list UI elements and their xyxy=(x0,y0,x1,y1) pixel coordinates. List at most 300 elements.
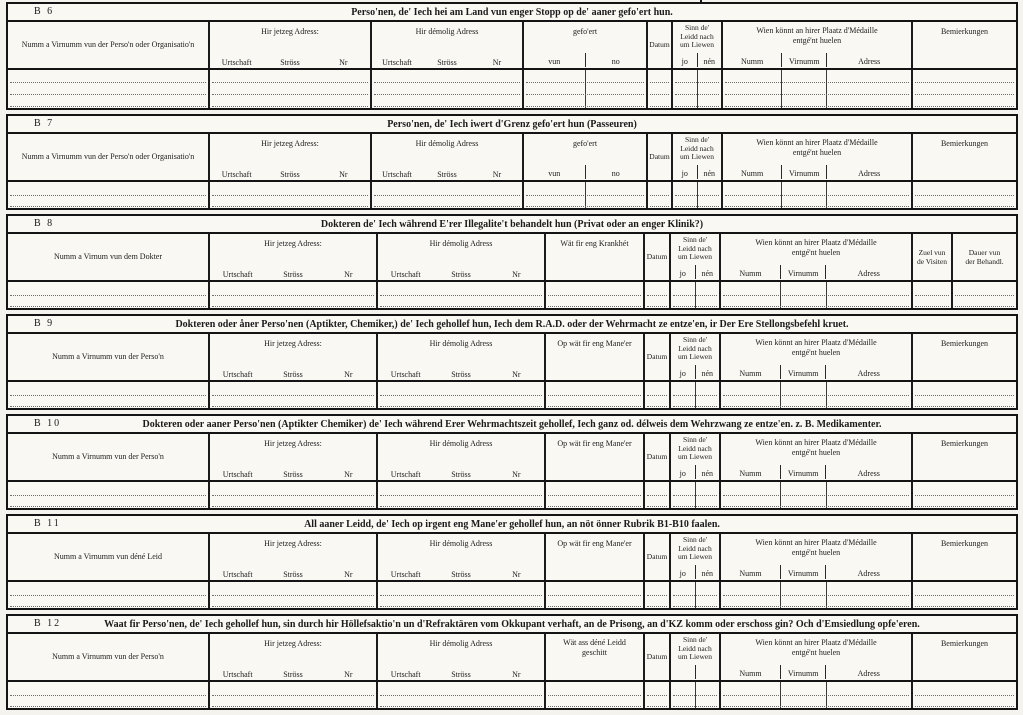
stross-label: Ströss xyxy=(283,470,303,479)
divider-line xyxy=(695,282,696,308)
urtschaft-label: Urtschaft xyxy=(382,170,412,179)
current-address-label: Hir jetzeg Adress: xyxy=(264,239,322,248)
section-title: Waat fir Perso'nen, de' Iech gehollef hun, sin durch hir Höllefsaktio'n un d'Refraktären vom Okkupant verhaft, an de Prisong, an d'KZ komm oder erschoss gin? Och d'Emsiedlung opfe'eren. xyxy=(104,618,920,630)
stross-label: Ströss xyxy=(437,170,457,179)
section-b9 xyxy=(6,314,1018,410)
header-manner-column xyxy=(546,334,645,380)
visits-label-line2: de Visiten xyxy=(916,257,948,266)
fill-cell-former-address xyxy=(372,182,524,208)
nr-label: Nr xyxy=(344,670,353,679)
jo-label: jo xyxy=(681,57,688,66)
urtschaft-label: Urtschaft xyxy=(390,370,421,379)
yes-no-sublabels xyxy=(673,53,721,68)
section-id: B 10 xyxy=(34,418,62,429)
yes-no-sublabels xyxy=(671,265,719,280)
vun-label: vun xyxy=(548,169,561,178)
stross-label: Ströss xyxy=(451,470,471,479)
urtschaft-label: Urtschaft xyxy=(222,570,253,579)
fill-cell-alive xyxy=(671,682,721,708)
section-b7-header xyxy=(8,134,1016,182)
alive-label xyxy=(671,334,719,365)
fill-cell-medal-recipient xyxy=(721,682,913,708)
jo-label: jo xyxy=(679,369,686,378)
fill-cell-name xyxy=(8,382,210,408)
address-sublabels xyxy=(378,465,544,480)
current-address-label: Hir jetzeg Adress: xyxy=(264,439,322,448)
fill-cell-remarks xyxy=(913,682,1016,708)
section-id: B 12 xyxy=(34,618,62,629)
stross-label: Ströss xyxy=(283,670,303,679)
visits-label-line1: Zuel vun xyxy=(918,248,946,257)
address-sublabels xyxy=(210,365,376,380)
address-sublabels xyxy=(210,165,370,180)
alive-label xyxy=(673,22,721,53)
medal-label-line1: Wien könnt an hirer Plaatz d'Médaille xyxy=(755,438,877,447)
yes-no-sublabels xyxy=(671,465,719,480)
nr-label: Nr xyxy=(344,570,353,579)
divider-line xyxy=(826,382,827,408)
name-column-label: Numm a Virnumm vun der Perso'n xyxy=(52,452,164,461)
fill-cell-medal-recipient xyxy=(721,382,913,408)
section-id: B 8 xyxy=(34,218,55,229)
from-to-sublabels xyxy=(524,165,646,180)
section-b11-header xyxy=(8,534,1016,582)
former-address-label: Hir démolig Adress xyxy=(415,27,479,36)
header-medal-recipient-column xyxy=(721,634,913,680)
alive-label-line3: um Liewen xyxy=(678,352,712,361)
medal-label-line2: entgé'nt huelen xyxy=(791,448,841,457)
jo-label xyxy=(671,665,695,679)
visits-label xyxy=(913,234,951,280)
header-name-column xyxy=(8,434,210,480)
adress-label: Adress xyxy=(825,565,911,579)
transported-label: gefo'ert xyxy=(572,27,598,36)
fill-cell-date xyxy=(645,282,671,308)
divider-line xyxy=(780,582,781,608)
current-address-label: Hir jetzeg Adress: xyxy=(264,639,322,648)
section-b12-fill-area xyxy=(8,682,1016,708)
divider-line xyxy=(585,182,586,208)
yes-no-sublabels xyxy=(673,165,721,180)
header-date-column xyxy=(645,534,671,580)
no-label: no xyxy=(585,53,647,67)
section-b8-fill-area xyxy=(8,282,1016,308)
medal-recipient-label xyxy=(723,134,911,165)
fill-cell-date xyxy=(645,382,671,408)
header-remarks-column xyxy=(913,334,1016,380)
address-sublabels xyxy=(210,565,376,580)
date-label: Datum xyxy=(646,352,668,361)
dotted-line xyxy=(374,106,520,107)
divider-line xyxy=(695,682,696,708)
medal-recipient-sublabels xyxy=(721,565,911,580)
nr-label: Nr xyxy=(339,170,348,179)
header-remarks-column xyxy=(913,534,1016,580)
section-b10 xyxy=(6,414,1018,510)
fill-cell-current-address xyxy=(210,382,378,408)
divider-line xyxy=(826,682,827,708)
alive-label-line3: um Liewen xyxy=(678,552,712,561)
divider-line xyxy=(697,70,698,108)
virnumm-label: Virnumm xyxy=(780,465,826,479)
former-address-label: Hir démolig Adress xyxy=(429,639,493,648)
divider-line xyxy=(826,582,827,608)
header-current-address-column xyxy=(210,434,378,480)
section-title: Perso'nen, de' Iech iwert d'Grenz gefo'ert hun (Passeuren) xyxy=(387,118,637,130)
medal-recipient-label xyxy=(721,334,911,365)
section-id: B 11 xyxy=(34,518,61,529)
urtschaft-label: Urtschaft xyxy=(222,370,253,379)
name-column-label: Numm a Virnumm vun der Perso'n oder Organisatio'n xyxy=(21,152,195,161)
header-date-column xyxy=(645,434,671,480)
fill-cell-remarks xyxy=(913,382,1016,408)
header-fate-column xyxy=(546,634,645,680)
header-illness-column xyxy=(546,234,645,280)
dotted-line xyxy=(675,106,719,107)
medal-recipient-label xyxy=(721,534,911,565)
divider-line xyxy=(826,182,827,208)
address-sublabels xyxy=(378,565,544,580)
stross-label: Ströss xyxy=(280,58,300,67)
divider-line xyxy=(780,482,781,508)
date-label: Datum xyxy=(646,552,668,561)
virnumm-label: Virnumm xyxy=(780,365,826,379)
adress-label: Adress xyxy=(825,265,911,279)
header-name-column xyxy=(8,534,210,580)
divider-line xyxy=(697,182,698,208)
alive-label-line2: Leidd nach xyxy=(678,643,712,653)
header-former-address-column xyxy=(378,334,546,380)
urtschaft-label: Urtschaft xyxy=(382,58,412,67)
duration-label-line1: Dauer vun xyxy=(968,248,1001,257)
medal-label-line1: Wien könnt an hirer Plaatz d'Médaille xyxy=(756,138,878,147)
header-former-address-column xyxy=(372,134,524,180)
fill-cell-name xyxy=(8,182,210,208)
header-alive-column xyxy=(671,634,721,680)
fill-cell-manner xyxy=(546,582,645,608)
header-alive-column xyxy=(673,134,723,180)
fill-cell-name xyxy=(8,282,210,308)
section-b11 xyxy=(6,514,1018,610)
vun-label: vun xyxy=(548,57,561,66)
section-b8-title-row xyxy=(8,216,1016,234)
section-b12 xyxy=(6,614,1018,710)
date-label: Datum xyxy=(646,252,668,261)
fill-cell-medal-recipient xyxy=(723,70,913,108)
nen-label: nén xyxy=(697,53,722,67)
medal-recipient-sublabels xyxy=(721,665,911,680)
remarks-label: Bemierkungen xyxy=(940,639,989,648)
section-b6-header xyxy=(8,22,1016,70)
section-title: Perso'nen, de' Iech hei am Land vun enger Stopp op de' aaner gefo'ert hun. xyxy=(351,6,673,18)
fill-cell-name xyxy=(8,582,210,608)
remarks-label: Bemierkungen xyxy=(940,27,989,36)
adress-label: Adress xyxy=(826,165,911,179)
alive-label xyxy=(671,234,719,265)
fill-cell-remarks xyxy=(913,70,1016,108)
fate-label xyxy=(546,634,643,680)
divider-line xyxy=(695,482,696,508)
header-current-address-column xyxy=(210,534,378,580)
stross-label: Ströss xyxy=(283,370,303,379)
illness-label: Wät fir eng Krankhét xyxy=(560,239,629,248)
fill-cell-current-address xyxy=(210,182,372,208)
urtschaft-label: Urtschaft xyxy=(222,470,253,479)
date-label: Datum xyxy=(649,40,670,49)
nr-label: Nr xyxy=(492,58,502,67)
alive-label xyxy=(673,134,721,165)
alive-label-line3: um Liewen xyxy=(678,252,712,261)
stross-label: Ströss xyxy=(451,670,471,679)
section-b8-header xyxy=(8,234,1016,282)
header-former-address-column xyxy=(378,534,546,580)
urtschaft-label: Urtschaft xyxy=(222,270,253,279)
stross-label: Ströss xyxy=(451,270,471,279)
address-sublabels xyxy=(372,165,522,180)
medal-recipient-label xyxy=(721,634,911,665)
nr-label: Nr xyxy=(492,170,502,179)
current-address-label: Hir jetzeg Adress: xyxy=(261,139,319,148)
section-b7-title-row xyxy=(8,116,1016,134)
jo-label: jo xyxy=(679,469,686,478)
header-date-column xyxy=(648,22,673,68)
header-remarks-column xyxy=(913,22,1016,68)
numm-label: Numm xyxy=(739,669,762,678)
divider-line xyxy=(826,482,827,508)
header-date-column xyxy=(648,134,673,180)
urtschaft-label: Urtschaft xyxy=(390,570,421,579)
section-b6 xyxy=(6,2,1018,110)
dotted-line xyxy=(725,106,909,107)
header-current-address-column xyxy=(210,22,372,68)
alive-label-line3: um Liewen xyxy=(680,152,714,161)
fate-label-line2: geschitt xyxy=(582,648,607,657)
address-sublabels xyxy=(378,365,544,380)
jo-label: jo xyxy=(679,269,686,278)
medal-recipient-label xyxy=(721,234,911,265)
nen-label: nén xyxy=(695,465,720,479)
jo-label: jo xyxy=(681,169,688,178)
section-title: Dokteren oder aaner Perso'nen (Aptikter Chemiker) de' Iech während Erer Wehrmachtszeit gehollef, Iech ganz od. délweis dem Wehrzwang ze entze'en. z. B. Medikamenter. xyxy=(142,418,882,430)
alive-label-line1: Sinn de' xyxy=(682,435,708,444)
name-column-label: Numm a Virnumm vun der Perso'n xyxy=(52,352,164,361)
section-b9-fill-area xyxy=(8,382,1016,408)
alive-label-line2: Leidd nach xyxy=(678,343,712,353)
virnumm-label: Virnumm xyxy=(780,265,826,279)
header-date-column xyxy=(645,334,671,380)
medal-recipient-sublabels xyxy=(721,265,911,280)
virnumm-label: Virnumm xyxy=(781,53,826,67)
nr-label: Nr xyxy=(512,570,521,579)
alive-label-line2: Leidd nach xyxy=(680,31,714,41)
section-title: All aaner Leidd, de' Iech op irgent eng Mane'er gehollef hun, an nöt önner Rubrik B1-B10 faalen. xyxy=(304,518,720,530)
divider-line xyxy=(781,182,782,208)
header-duration-column xyxy=(953,234,1016,280)
medal-label-line1: Wien könnt an hirer Plaatz d'Médaille xyxy=(755,638,877,647)
fill-cell-former-address xyxy=(378,482,546,508)
header-name-column xyxy=(8,634,210,680)
urtschaft-label: Urtschaft xyxy=(221,58,252,67)
header-medal-recipient-column xyxy=(721,434,913,480)
date-label: Datum xyxy=(646,452,668,461)
manner-label: Op wät fir eng Mane'er xyxy=(557,439,632,448)
section-b7-fill-area xyxy=(8,182,1016,208)
stross-label: Ströss xyxy=(451,370,471,379)
dotted-line xyxy=(915,106,1014,107)
remarks-label: Bemierkungen xyxy=(940,539,989,548)
nr-label: Nr xyxy=(512,270,521,279)
alive-label-line3: um Liewen xyxy=(680,40,714,49)
alive-label xyxy=(671,634,719,665)
fill-cell-duration xyxy=(953,282,1016,308)
adress-label: Adress xyxy=(825,465,911,479)
divider-line xyxy=(780,282,781,308)
yes-no-sublabels xyxy=(671,665,719,680)
duration-label xyxy=(953,234,1016,280)
divider-line xyxy=(695,382,696,408)
fate-label-line1: Wät ass déné Leidd xyxy=(563,638,626,647)
transported-label: gefo'ert xyxy=(572,139,598,148)
header-current-address-column xyxy=(210,634,378,680)
current-address-label: Hir jetzeg Adress: xyxy=(264,339,322,348)
section-title: Dokteren oder åner Perso'nen (Aptikter, Chemiker,) de' Iech gehollef hun, Iech dem R.A.D. oder der Wehrmacht ze entze'en, ir Der Ere Stellongsbefehl kruet. xyxy=(175,318,849,330)
fill-cell-current-address xyxy=(210,582,378,608)
current-address-label: Hir jetzeg Adress: xyxy=(261,27,319,36)
fill-cell-alive xyxy=(671,482,721,508)
divider-line xyxy=(781,70,782,108)
former-address-label: Hir démolig Adress xyxy=(429,339,493,348)
fill-cell-date xyxy=(648,182,673,208)
medal-recipient-label xyxy=(723,22,911,53)
header-alive-column xyxy=(671,234,721,280)
fill-cell-current-address xyxy=(210,70,372,108)
header-alive-column xyxy=(673,22,723,68)
former-address-label: Hir démolig Adress xyxy=(429,539,493,548)
section-id: B 9 xyxy=(34,318,55,329)
header-medal-recipient-column xyxy=(721,534,913,580)
urtschaft-label: Urtschaft xyxy=(221,170,252,179)
fill-cell-visits xyxy=(913,282,953,308)
section-b9-header xyxy=(8,334,1016,382)
header-date-column xyxy=(645,234,671,280)
adress-label: Adress xyxy=(825,665,911,679)
alive-label-line1: Sinn de' xyxy=(682,335,708,344)
address-sublabels xyxy=(210,665,376,680)
remarks-label: Bemierkungen xyxy=(940,439,989,448)
medal-label-line2: entgé'nt huelen xyxy=(791,548,841,557)
fill-cell-date xyxy=(645,582,671,608)
section-b11-fill-area xyxy=(8,582,1016,608)
manner-label: Op wät fir eng Mane'er xyxy=(557,539,632,548)
nr-label: Nr xyxy=(344,470,353,479)
remarks-label: Bemierkungen xyxy=(940,339,989,348)
header-medal-recipient-column xyxy=(723,22,913,68)
nr-label: Nr xyxy=(512,670,521,679)
fill-cell-manner xyxy=(546,482,645,508)
numm-label: Numm xyxy=(741,169,764,178)
medal-label-line2: entgé'nt huelen xyxy=(791,348,841,357)
medal-label-line2: entgé'nt huelen xyxy=(791,648,841,657)
address-sublabels xyxy=(210,53,370,68)
stross-label: Ströss xyxy=(280,170,300,179)
urtschaft-label: Urtschaft xyxy=(222,670,253,679)
nen-label xyxy=(695,665,720,679)
fill-cell-alive xyxy=(671,282,721,308)
fill-cell-medal-recipient xyxy=(723,182,913,208)
section-id: B 7 xyxy=(34,118,55,129)
alive-label-line1: Sinn de' xyxy=(682,535,708,544)
alive-label-line3: um Liewen xyxy=(678,452,712,461)
header-alive-column xyxy=(671,334,721,380)
fill-cell-remarks xyxy=(913,582,1016,608)
nr-label: Nr xyxy=(344,270,353,279)
alive-label-line1: Sinn de' xyxy=(682,235,708,244)
stross-label: Ströss xyxy=(437,58,457,67)
fill-cell-name xyxy=(8,482,210,508)
duration-label-line2: der Behandl. xyxy=(965,257,1004,266)
divider-line xyxy=(585,70,586,108)
medal-recipient-label xyxy=(721,434,911,465)
header-name-column xyxy=(8,22,210,68)
numm-label: Numm xyxy=(739,469,762,478)
nen-label: nén xyxy=(695,365,720,379)
section-b6-title-row xyxy=(8,4,1016,22)
name-column-label: Numm a Virnum vun dem Dokter xyxy=(53,252,163,261)
nr-label: Nr xyxy=(339,58,348,67)
alive-label-line1: Sinn de' xyxy=(684,135,710,144)
header-medal-recipient-column xyxy=(721,334,913,380)
manner-label: Op wät fir eng Mane'er xyxy=(557,339,632,348)
header-medal-recipient-column xyxy=(721,234,913,280)
alive-label xyxy=(671,434,719,465)
fill-cell-former-address xyxy=(378,682,546,708)
alive-label xyxy=(671,534,719,565)
fill-cell-medal-recipient xyxy=(721,582,913,608)
fill-cell-former-address xyxy=(378,282,546,308)
urtschaft-label: Urtschaft xyxy=(390,470,421,479)
fill-cell-transported xyxy=(524,70,648,108)
section-b8 xyxy=(6,214,1018,310)
current-address-label: Hir jetzeg Adress: xyxy=(264,539,322,548)
header-former-address-column xyxy=(372,22,524,68)
header-remarks-column xyxy=(913,434,1016,480)
urtschaft-label: Urtschaft xyxy=(390,670,421,679)
fill-cell-name xyxy=(8,70,210,108)
nen-label: nén xyxy=(695,565,720,579)
name-column-label: Numm a Virnumm vun der Perso'n xyxy=(52,652,164,661)
address-sublabels xyxy=(372,53,522,68)
medal-label-line1: Wien könnt an hirer Plaatz d'Médaille xyxy=(755,238,877,247)
stross-label: Ströss xyxy=(283,570,303,579)
fill-cell-date xyxy=(645,682,671,708)
urtschaft-label: Urtschaft xyxy=(390,270,421,279)
dotted-line xyxy=(526,106,644,107)
medal-recipient-sublabels xyxy=(721,365,911,380)
medal-label-line2: entgé'nt huelen xyxy=(791,248,841,257)
fill-cell-fate xyxy=(546,682,645,708)
name-column-label: Numm a Virnumm vun déné Leid xyxy=(53,552,163,561)
numm-label: Numm xyxy=(739,369,762,378)
divider-line xyxy=(780,682,781,708)
section-b10-header xyxy=(8,434,1016,482)
divider-line xyxy=(780,382,781,408)
fill-cell-medal-recipient xyxy=(721,282,913,308)
header-name-column xyxy=(8,134,210,180)
dotted-line xyxy=(10,106,206,107)
date-label: Datum xyxy=(649,152,670,161)
section-b9-title-row xyxy=(8,316,1016,334)
fill-cell-remarks xyxy=(913,482,1016,508)
